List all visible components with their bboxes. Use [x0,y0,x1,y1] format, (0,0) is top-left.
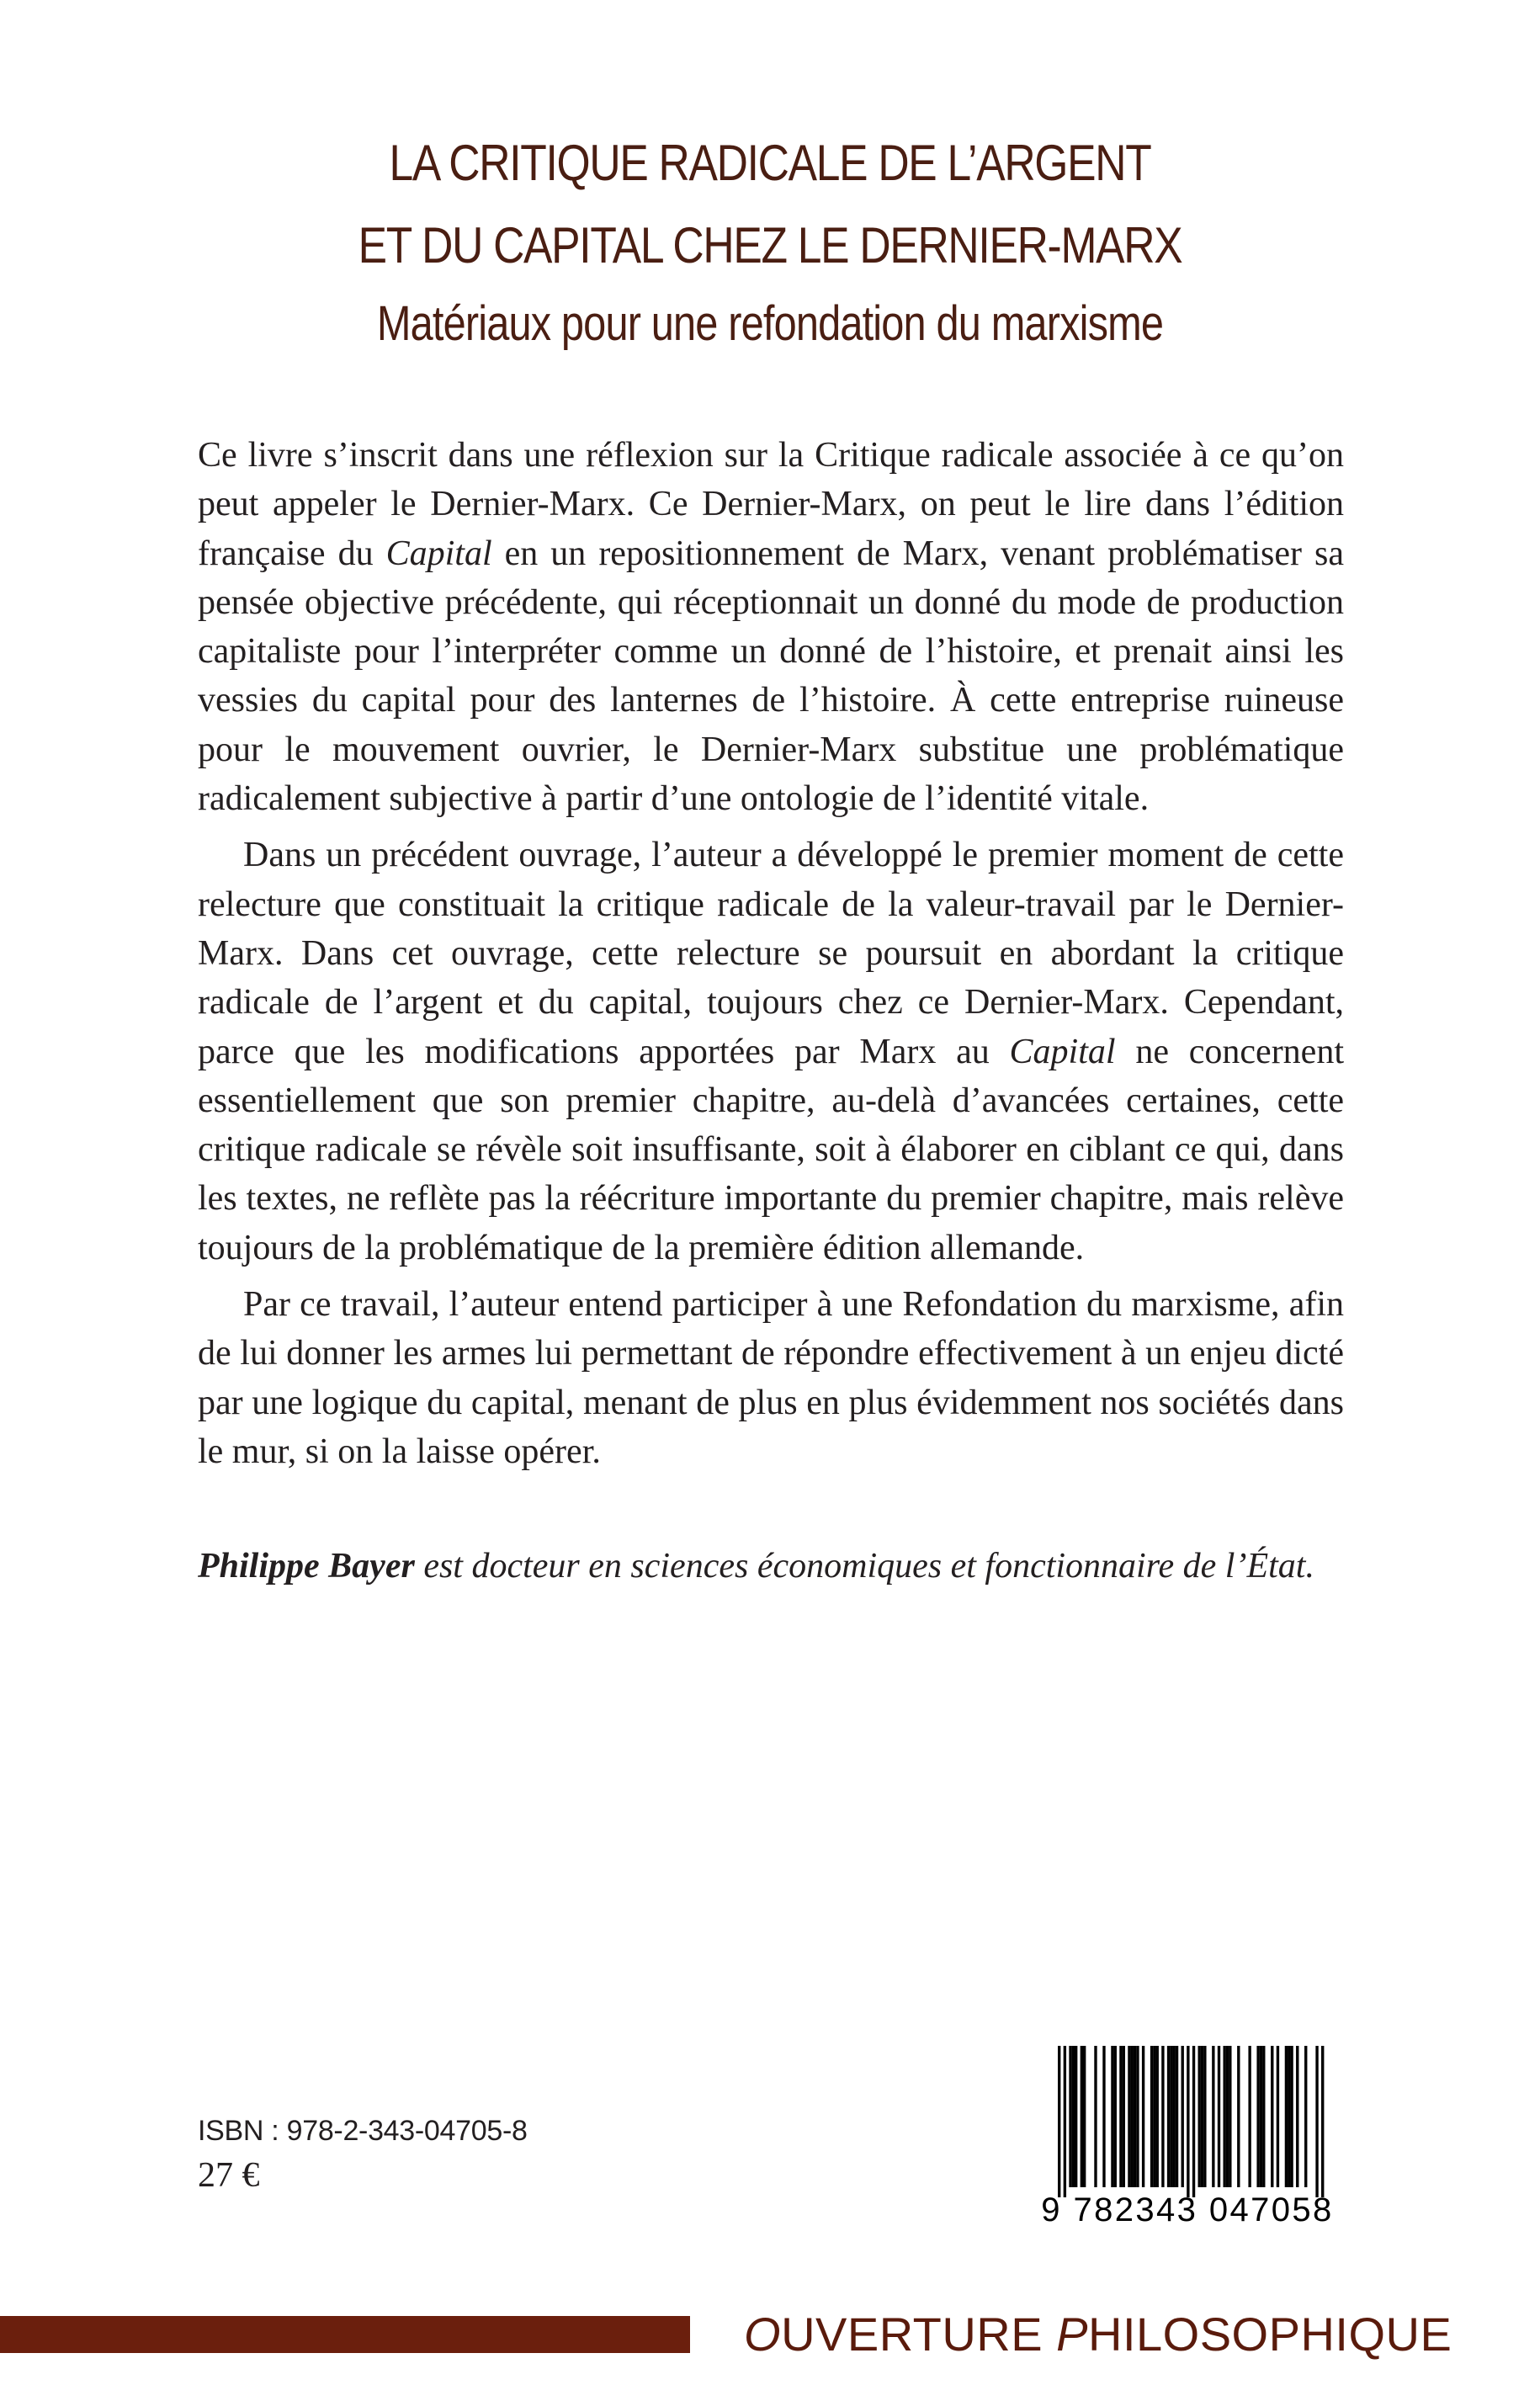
barcode-bar [1198,2046,1201,2187]
barcode-bar [1173,2046,1176,2187]
barcode-bar [1153,2046,1155,2187]
barcode-bar [1271,2046,1273,2187]
barcode-bar [1237,2046,1240,2187]
back-cover-blurb [198,431,1344,1484]
barcode-bar [1083,2046,1086,2187]
barcode-bar [1256,2046,1259,2187]
paragraph-3: Par ce travail, l’auteur entend participer à une Refondation du marxisme, afin de lui donner les armes lui permettant de répondre effectivement à un enjeu dicté par une logique du capital, menant de plus en plus évidemment nos sociétés dans le mur, si on la laisse opérer. [198,1285,1344,1471]
barcode-bar [1111,2046,1113,2187]
author-name: Philippe Bayer [198,1547,415,1586]
barcode-bar [1203,2046,1206,2187]
book-title-capital: Capital [1009,1032,1116,1071]
barcode-bar [1315,2046,1318,2197]
barcode-bar [1176,2046,1178,2187]
barcode-bar [1069,2046,1071,2187]
barcode-bar [1136,2046,1139,2187]
author-description: est docteur en sciences économiques et fonctionnaire de l’État. [414,1547,1314,1586]
barcode-bar [1131,2046,1134,2187]
barcode-bar [1167,2046,1170,2187]
barcode-bar [1248,2046,1251,2187]
barcode-bar [1229,2046,1231,2187]
paragraph-1: Ce livre s’inscrit dans une réflexion sur la Critique radicale associée à ce qu’on peut appeler le Dernier-Marx. Ce Dernier-Marx, on peut le lire dans l’édition française du Capital en un repositionnement de Marx, venant problématiser sa pensée objective précédente, qui réceptionnait un donné du mode de production capitaliste pour l’interpréter comme un donné de l’histoire, et prenait ainsi les vessies du capital pour des lanternes de l’histoire. À cette entreprise ruineuse pour le mouvement ouvrier, le Dernier-Marx substitue une problématique radicalement subjective à partir d’une ontologie de l’identité vitale. [198,436,1344,819]
barcode-bar [1156,2046,1159,2187]
barcode-bar [1187,2046,1189,2197]
barcode-bar [1226,2046,1229,2187]
barcode-bar [1321,2046,1324,2197]
barcode-bar [1192,2046,1195,2197]
barcode-bar [1201,2046,1203,2187]
barcode-bar [1081,2046,1083,2187]
barcode-bar [1277,2046,1279,2187]
barcode-bar [1304,2046,1307,2187]
barcode-bar [1123,2046,1125,2187]
title-line-1: LA CRITIQUE RADICALE DE L’ARGENT [389,135,1151,191]
price: 27 € [198,2156,260,2195]
barcode-bar [1119,2046,1122,2187]
barcode-bar [1260,2046,1262,2187]
barcode-bar [1058,2046,1060,2197]
barcode-bar [1128,2046,1130,2187]
barcode-bar [1296,2046,1298,2187]
isbn: ISBN : 978-2-343-04705-8 [198,2115,528,2147]
barcode-bar [1290,2046,1293,2187]
book-title-capital: Capital [385,534,492,573]
barcode-bar [1285,2046,1288,2187]
barcode-bar [1223,2046,1225,2187]
barcode-bar [1114,2046,1117,2187]
title-block [0,122,1540,358]
barcode-bar [1094,2046,1097,2187]
collection-color-bar [0,2316,690,2353]
barcode-bar [1262,2046,1265,2187]
barcode-bar [1072,2046,1075,2187]
barcode-bar [1134,2046,1136,2187]
paragraph-2: Dans un précédent ouvrage, l’auteur a développé le premier moment de cette relecture que constituait la critique radicale de la valeur-travail par le Dernier-Marx. Dans cet ouvrage, cette relecture se poursuit en abordant la critique radicale de l’argent et du capital, toujours chez ce Dernier-Marx. Cependant, parce que les modifications apportées par Marx au Capital ne concernent essentiellement que son premier chapitre, au-delà d’avancées certaines, cette critique radicale se révèle soit insuffisante, soit à élaborer en ciblant ce qui, dans les textes, ne reflète pas la réécriture importante du premier chapitre, mais relève toujours de la problématique de la première édition allemande. [198,836,1344,1267]
subtitle: Matériaux pour une refondation du marxisme [376,296,1164,351]
barcode-bar [1212,2046,1214,2187]
barcode-bar [1161,2046,1164,2187]
barcode-bar [1142,2046,1144,2187]
barcode-bar [1218,2046,1220,2187]
barcode-bar [1182,2046,1184,2187]
barcode-bar [1064,2046,1066,2197]
author-bio [198,1542,1344,1591]
title-line-2: ET DU CAPITAL CHEZ LE DERNIER-MARX [358,217,1182,274]
barcode-bar [1102,2046,1105,2187]
barcode-bar [1288,2046,1290,2187]
barcode [1033,2044,1342,2231]
barcode-bar [1170,2046,1172,2187]
barcode-digits: 9 782343 047058 [1041,2191,1334,2228]
collection-name: OUVERTURE PHILOSOPHIQUE [744,2308,1452,2361]
barcode-bar [1075,2046,1077,2187]
barcode-bar [1150,2046,1153,2187]
